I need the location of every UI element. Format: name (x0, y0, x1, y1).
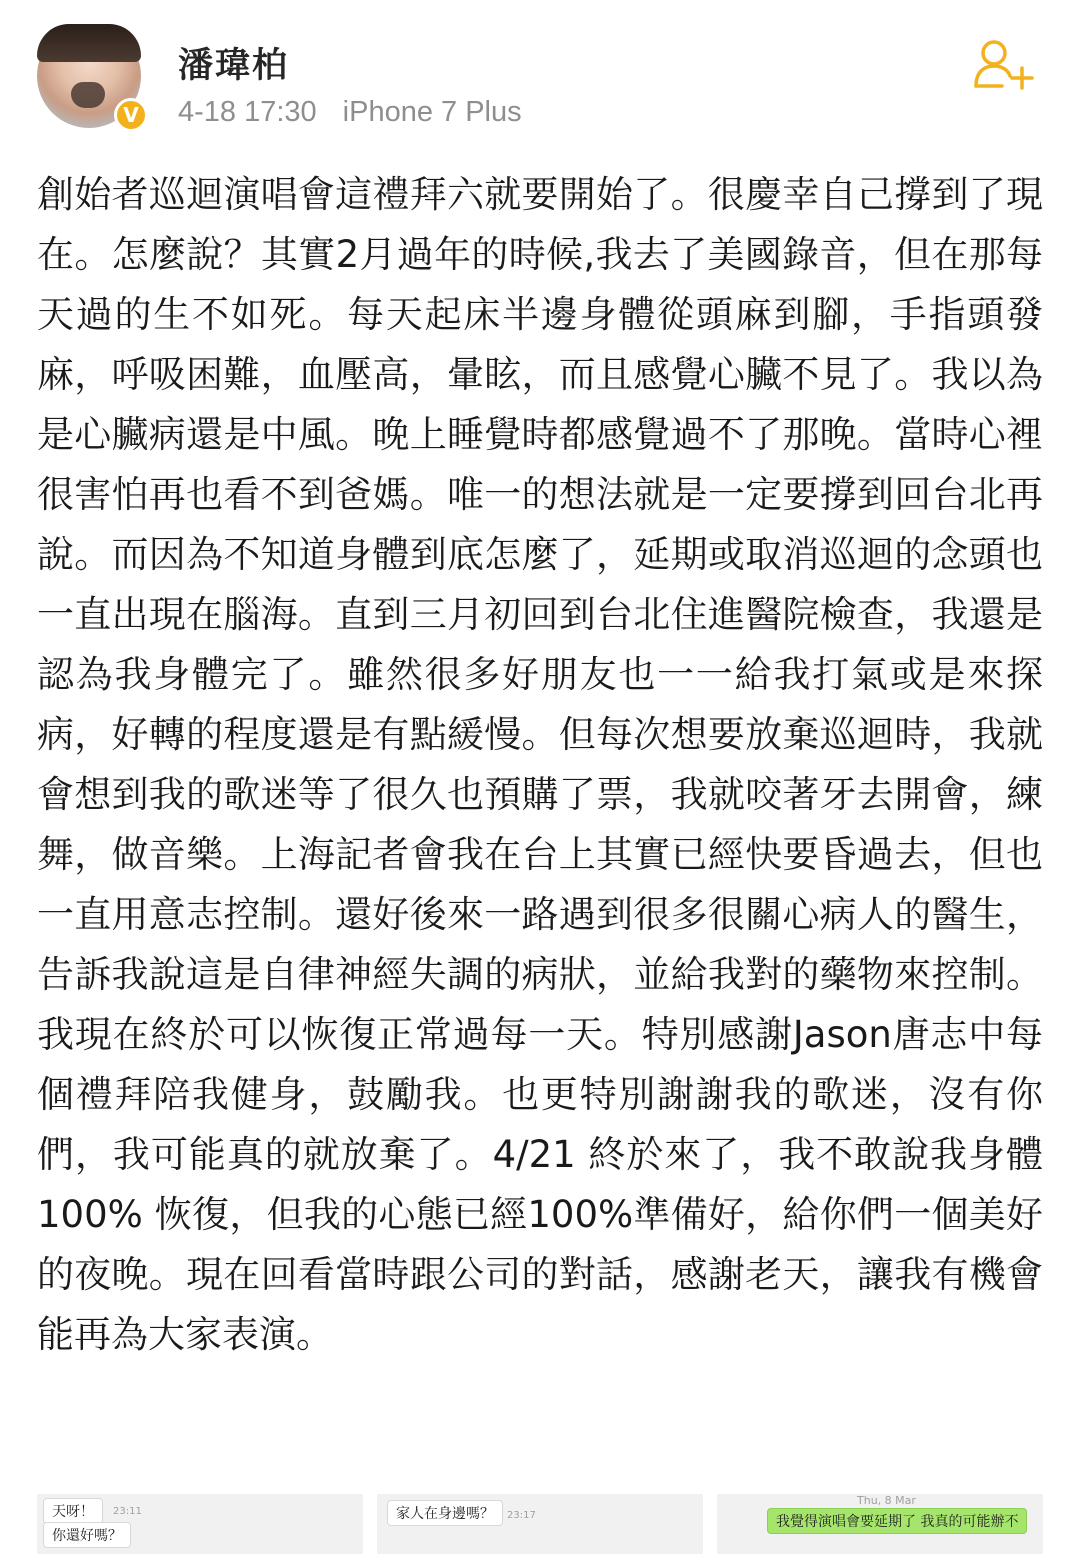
image-grid (37, 1494, 1043, 1544)
verified-badge-icon: V (114, 98, 148, 132)
add-user-icon (972, 38, 1038, 90)
chat-bubble: 天呀！ (43, 1498, 103, 1524)
chat-bubble: 我覺得演唱會要延期了 我真的可能辦不 (767, 1508, 1027, 1534)
post-meta (178, 96, 522, 129)
chat-time: 23:11 (113, 1506, 142, 1517)
chat-time: 23:17 (507, 1510, 536, 1521)
post-timestamp: 4-18 17:30 (178, 96, 317, 128)
chat-screenshot-thumbnail[interactable] (717, 1494, 1043, 1554)
avatar-hand (71, 82, 105, 108)
chat-bubble: 家人在身邊嗎？ (387, 1500, 503, 1526)
chat-bubble: 你還好嗎？ (43, 1522, 131, 1548)
post-source: iPhone 7 Plus (342, 96, 522, 128)
chat-date-header: Thu, 8 Mar (857, 1494, 916, 1507)
avatar-hair (37, 24, 141, 62)
chat-screenshot-thumbnail[interactable] (37, 1494, 363, 1554)
post-body: 創始者巡迴演唱會這禮拜六就要開始了。很慶幸自己撐到了現在。怎麼說？其實2月過年的時候,我去了美國錄音，但在那每天過的生不如死。每天起床半邊身體從頭麻到腳，手指頭發麻，呼吸困難，血壓高，暈眩，而且感覺心臟不見了。我以為是心臟病還是中風。晚上睡覺時都感覺過不了那晚。當時心裡很害怕再也看不到爸媽。唯一的想法就是一定要撐到回台北再說。而因為不知道身體到底怎麼了，延期或取消巡迴的念頭也一直出現在腦海。直到三月初回到台北住進醫院檢查，我還是認為我身體完了。雖然很多好朋友也一一給我打氣或是來探病，好轉的程度還是有點緩慢。但每次想要放棄巡迴時，我就會想到我的歌迷等了很久也預購了票，我就咬著牙去開會，練舞，做音樂。上海記者會我在台上其實已經快要昏過去，但也一直用意志控制。還好後來一路遇到很多很關心病人的醫生，告訴我說這是自律神經失調的病狀，並給我對的藥物來控制。我現在終於可以恢復正常過每一天。特別感謝Jason唐志中每個禮拜陪我健身，鼓勵我。也更特別謝謝我的歌迷，沒有你們，我可能真的就放棄了。4/21 終於來了，我不敢說我身體100% 恢復，但我的心態已經100%準備好，給你們一個美好的夜晚。現在回看當時跟公司的對話，感謝老天，讓我有機會能再為大家表演。 (37, 173, 1043, 1356)
chat-screenshot-thumbnail[interactable] (377, 1494, 703, 1554)
username[interactable]: 潘瑋柏 (178, 46, 290, 86)
follow-button[interactable] (972, 38, 1038, 90)
